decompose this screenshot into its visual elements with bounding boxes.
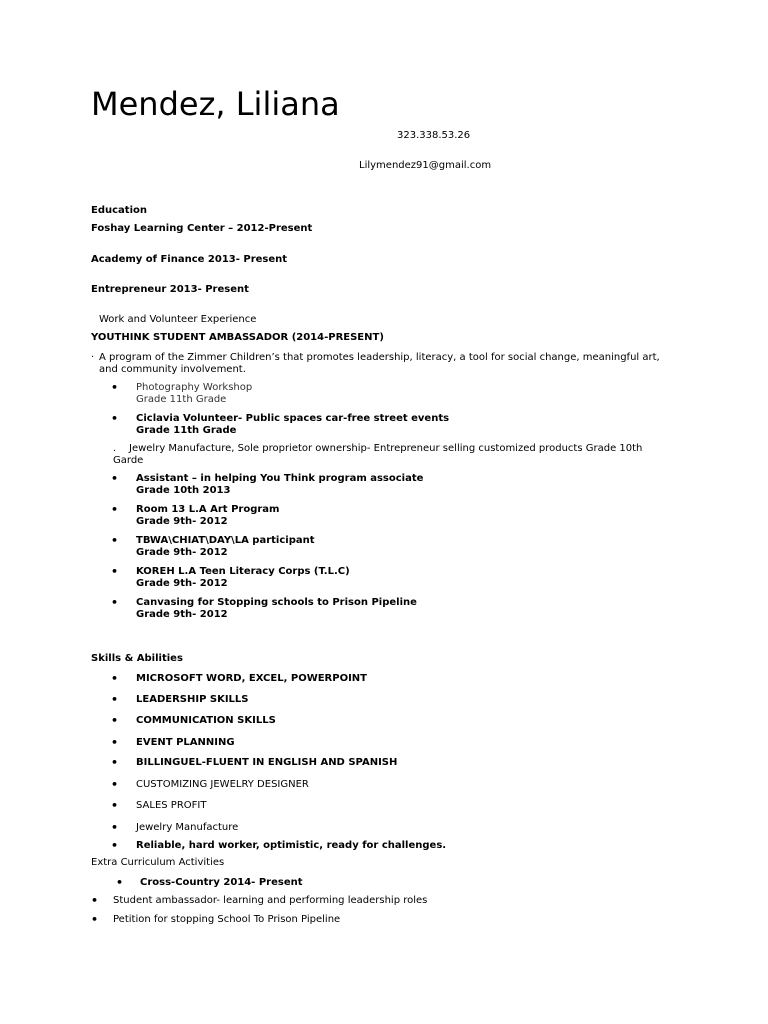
email-address: Lilymendez91@gmail.com bbox=[359, 160, 492, 171]
list-item: Jewelry Manufacture, Sole proprietor ownership- Entrepreneur selling customized products Grade 10th Garde bbox=[113, 443, 643, 466]
skill-item: SALES PROFIT bbox=[136, 800, 207, 811]
work-intro: A program of the Zimmer Children’s that promotes leadership, literacy, a tool for social change, meaningful art, and community involvement. bbox=[99, 352, 660, 375]
bullet: • bbox=[111, 821, 119, 834]
education-item: Foshay Learning Center – 2012-Present bbox=[91, 223, 313, 234]
bullet: • bbox=[116, 876, 124, 889]
bullet: • bbox=[111, 381, 119, 394]
skill-item: Reliable, hard worker, optimistic, ready for challenges. bbox=[136, 840, 447, 851]
bullet: • bbox=[111, 565, 119, 578]
skills-heading: Skills & Abilities bbox=[91, 653, 183, 664]
extra-heading: Extra Curriculum Activities bbox=[91, 857, 225, 868]
list-item: Photography Workshop Grade 11th Grade bbox=[136, 382, 253, 405]
skill-item: Jewelry Manufacture bbox=[136, 822, 239, 833]
work-heading: Work and Volunteer Experience bbox=[99, 314, 257, 325]
bullet: • bbox=[111, 672, 119, 685]
bullet: • bbox=[111, 736, 119, 749]
list-item: Room 13 L.A Art Program Grade 9th- 2012 bbox=[136, 504, 280, 527]
bullet: • bbox=[91, 894, 99, 907]
education-item: Academy of Finance 2013- Present bbox=[91, 254, 288, 265]
activity-item: Petition for stopping School To Prison Pipeline bbox=[113, 914, 341, 925]
bullet: • bbox=[91, 913, 99, 926]
bullet: • bbox=[111, 756, 119, 769]
education-item: Entrepreneur 2013- Present bbox=[91, 284, 249, 295]
small-bullet: . bbox=[113, 443, 117, 454]
phone-number: 323.338.53.26 bbox=[397, 130, 471, 141]
skill-item: MICROSOFT WORD, EXCEL, POWERPOINT bbox=[136, 673, 368, 684]
bullet: • bbox=[111, 412, 119, 425]
intro-bullet: · bbox=[91, 352, 95, 363]
list-item: KOREH L.A Teen Literacy Corps (T.L.C) Grade 9th- 2012 bbox=[136, 566, 350, 589]
work-role: YOUTHINK STUDENT AMBASSADOR (2014-PRESENT) bbox=[91, 332, 384, 343]
bullet: • bbox=[111, 714, 119, 727]
bullet: • bbox=[111, 839, 119, 852]
bullet: • bbox=[111, 693, 119, 706]
bullet: • bbox=[111, 534, 119, 547]
activity-item: Cross-Country 2014- Present bbox=[140, 877, 303, 888]
education-heading: Education bbox=[91, 205, 147, 216]
skill-item: BILLINGUEL-FLUENT IN ENGLISH AND SPANISH bbox=[136, 757, 398, 768]
bullet: • bbox=[111, 778, 119, 791]
bullet: • bbox=[111, 596, 119, 609]
list-item: Assistant – in helping You Think program associate Grade 10th 2013 bbox=[136, 473, 424, 496]
bullet: • bbox=[111, 503, 119, 516]
skill-item: COMMUNICATION SKILLS bbox=[136, 715, 276, 726]
candidate-name: Mendez, Liliana bbox=[91, 85, 340, 123]
list-item: TBWA\CHIAT\DAY\LA participant Grade 9th- 2012 bbox=[136, 535, 315, 558]
bullet: • bbox=[111, 799, 119, 812]
bullet: • bbox=[111, 472, 119, 485]
list-item: Canvasing for Stopping schools to Prison Pipeline Grade 9th- 2012 bbox=[136, 597, 417, 620]
activity-item: Student ambassador- learning and performing leadership roles bbox=[113, 895, 428, 906]
skill-item: LEADERSHIP SKILLS bbox=[136, 694, 249, 705]
list-item: Ciclavia Volunteer- Public spaces car-free street events Grade 11th Grade bbox=[136, 413, 450, 436]
skill-item: EVENT PLANNING bbox=[136, 737, 235, 748]
skill-item: CUSTOMIZING JEWELRY DESIGNER bbox=[136, 779, 309, 790]
